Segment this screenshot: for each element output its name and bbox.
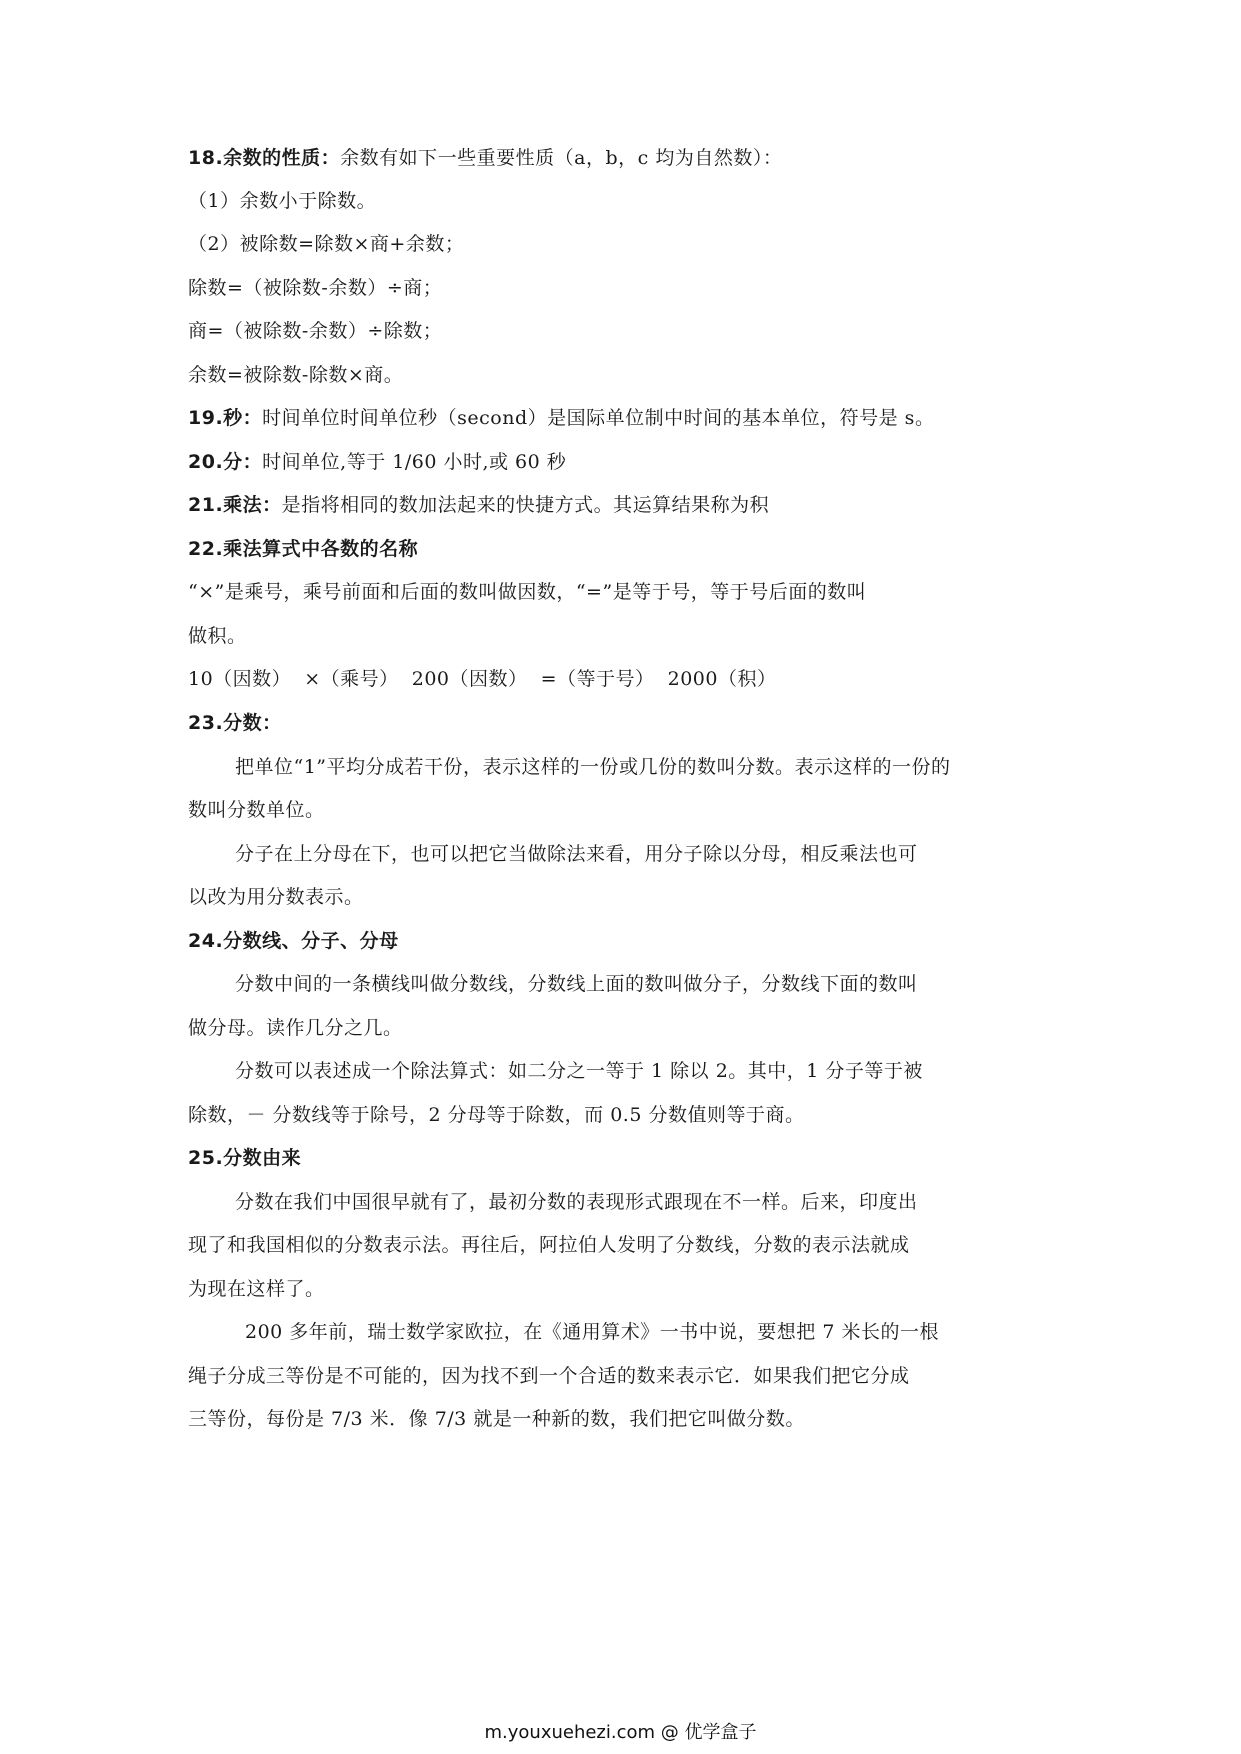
- section-25-line-3: 为现在这样了。: [188, 1278, 325, 1300]
- section-18-heading: 18.余数的性质：: [188, 147, 341, 169]
- section-24-line-3: 分数可以表述成一个除法算式：如二分之一等于 1 除以 2。其中，1 分子等于被: [235, 1060, 923, 1082]
- section-25-line-6: 三等份，每份是 7/3 米．像 7/3 就是一种新的数，我们把它叫做分数。: [188, 1408, 805, 1430]
- section-21-heading: 21.乘法：: [188, 494, 282, 516]
- section-20-line: [188, 449, 1068, 475]
- section-22-example: 10（因数） ×（乘号） 200（因数） =（等于号） 2000（积）: [188, 668, 777, 690]
- section-18-item-2: （2）被除数=除数×商+余数；: [188, 233, 465, 255]
- section-23-line-2: 数叫分数单位。: [188, 799, 325, 821]
- section-18-item-5: 余数=被除数-除数×商。: [188, 364, 404, 386]
- section-24-heading: 24.分数线、分子、分母: [188, 930, 399, 952]
- section-23-heading: 23.分数：: [188, 712, 282, 734]
- section-25-line-5: 绳子分成三等份是不可能的，因为找不到一个合适的数来表示它．如果我们把它分成: [188, 1365, 910, 1387]
- section-23-line-1: 把单位“1”平均分成若干份，表示这样的一份或几份的数叫分数。表示这样的一份的: [235, 756, 951, 778]
- section-20-text: 时间单位,等于 1/60 小时,或 60 秒: [262, 451, 567, 473]
- section-18-item-3: 除数=（被除数-余数）÷商；: [188, 277, 443, 299]
- section-25-heading: 25.分数由来: [188, 1147, 302, 1169]
- section-21-line: [188, 492, 1068, 518]
- section-19-line: [188, 405, 1068, 431]
- section-18-item-1: （1）余数小于除数。: [188, 190, 377, 212]
- section-21-text: 是指将相同的数加法起来的快捷方式。其运算结果称为积: [281, 494, 770, 516]
- section-25-line-2: 现了和我国相似的分数表示法。再往后，阿拉伯人发明了分数线，分数的表示法就成: [188, 1234, 910, 1256]
- section-24-line-1: 分数中间的一条横线叫做分数线，分数线上面的数叫做分子，分数线下面的数叫: [235, 973, 918, 995]
- section-22-heading: 22.乘法算式中各数的名称: [188, 538, 419, 560]
- section-24-line-4: 除数，－ 分数线等于除号，2 分母等于除数，而 0.5 分数值则等于商。: [188, 1104, 805, 1126]
- section-24-line-2: 做分母。读作几分之几。: [188, 1017, 403, 1039]
- section-18-intro: 余数有如下一些重要性质（a，b，c 均为自然数）：: [340, 147, 783, 169]
- section-20-heading: 20.分：: [188, 451, 263, 473]
- section-19-heading: 19.秒：: [188, 407, 263, 429]
- footer-watermark: m.youxuehezi.com @ 优学盒子: [484, 1722, 757, 1743]
- section-23-line-4: 以改为用分数表示。: [188, 886, 364, 908]
- section-18-item-4: 商=（被除数-余数）÷除数；: [188, 320, 443, 342]
- section-25-line-1: 分数在我们中国很早就有了，最初分数的表现形式跟现在不一样。后来，印度出: [235, 1191, 918, 1213]
- section-22-line-1: “×”是乘号，乘号前面和后面的数叫做因数，“=”是等于号，等于号后面的数叫: [188, 581, 867, 603]
- section-19-text: 时间单位时间单位秒（second）是国际单位制中时间的基本单位，符号是 s。: [262, 407, 935, 429]
- section-23-line-3: 分子在上分母在下，也可以把它当做除法来看，用分子除以分母，相反乘法也可: [235, 843, 918, 865]
- section-25-line-4: 200 多年前，瑞士数学家欧拉，在《通用算术》一书中说，要想把 7 米长的一根: [245, 1321, 939, 1343]
- section-18-line: [188, 145, 1068, 171]
- section-22-line-2: 做积。: [188, 625, 247, 647]
